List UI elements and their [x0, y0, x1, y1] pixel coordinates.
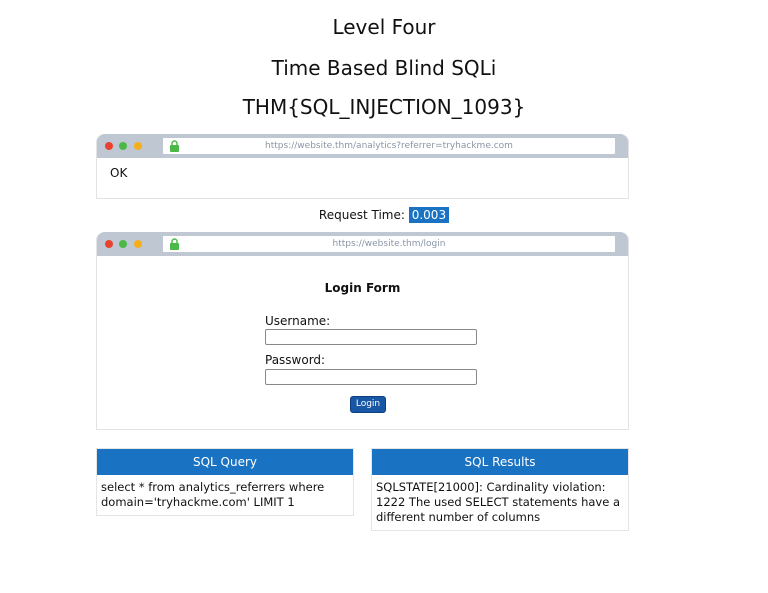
request-time-label: Request Time: — [318, 208, 405, 222]
challenge-type-heading: Time Based Blind SQLi — [271, 56, 497, 80]
close-dot-icon — [105, 240, 113, 248]
sql-query-text: select * from analytics_referrers where domain='tryhackme.com' LIMIT 1 — [101, 480, 325, 509]
request-time-value: 0.003 — [409, 207, 449, 223]
sql-query-panel — [96, 448, 354, 516]
login-browser-window — [96, 232, 629, 430]
password-label: Password: — [265, 353, 326, 367]
login-form-title: Login Form — [324, 281, 401, 295]
close-dot-icon — [105, 142, 113, 150]
minimize-dot-icon — [134, 142, 142, 150]
maximize-dot-icon — [119, 142, 127, 150]
address-url: https://website.thm/login — [332, 239, 446, 249]
sql-query-title: SQL Query — [97, 449, 353, 475]
sql-results-title: SQL Results — [372, 449, 628, 475]
username-label: Username: — [265, 314, 331, 328]
analytics-browser-window — [96, 134, 629, 199]
address-bar[interactable] — [163, 236, 615, 252]
request-time — [0, 207, 768, 224]
address-url: https://website.thm/analytics?referrer=tryhackme.com — [265, 141, 513, 151]
sql-results-text: SQLSTATE[21000]: Cardinality violation: 1222 The used SELECT statements have a different number of columns — [376, 480, 620, 524]
minimize-dot-icon — [134, 240, 142, 248]
flag-heading: THM{SQL_INJECTION_1093} — [242, 95, 526, 119]
sql-results-panel — [371, 448, 629, 531]
response-content: OK — [110, 166, 128, 180]
password-input[interactable] — [265, 369, 477, 385]
login-button[interactable]: Login — [350, 396, 386, 413]
username-input[interactable] — [265, 329, 477, 345]
level-heading: Level Four — [332, 15, 436, 39]
maximize-dot-icon — [119, 240, 127, 248]
address-bar[interactable] — [163, 138, 615, 154]
browser-title-bar — [97, 134, 628, 158]
browser-title-bar — [97, 232, 628, 256]
